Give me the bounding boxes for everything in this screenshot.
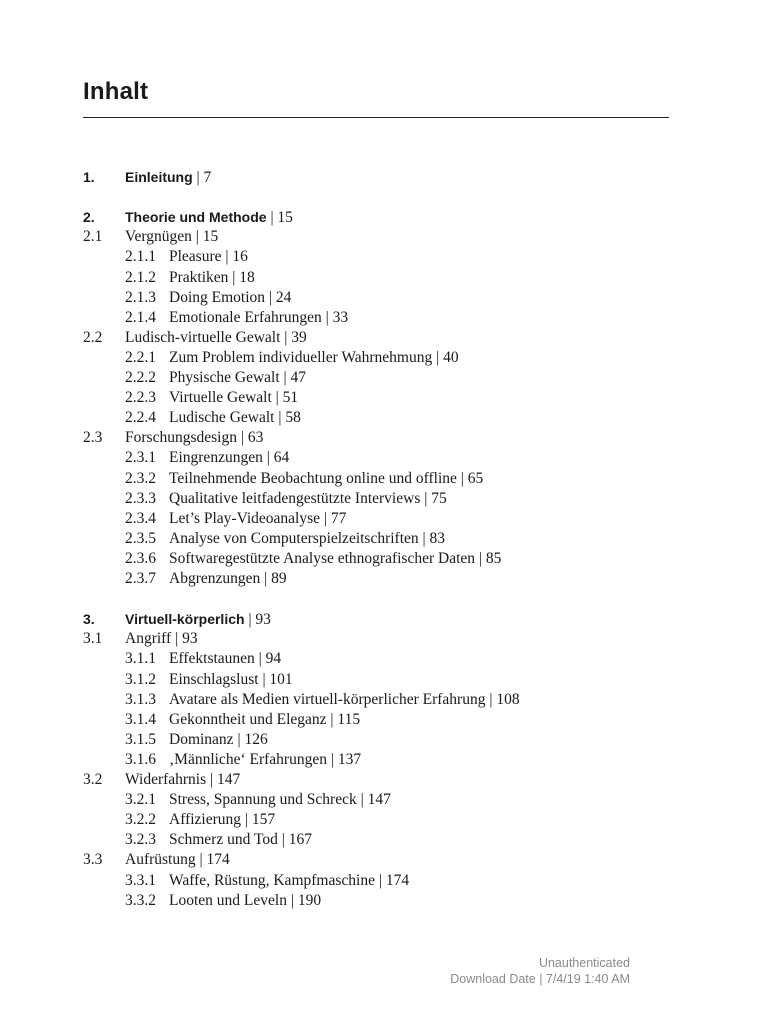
toc-entry-text	[169, 790, 391, 810]
toc-entry-text	[169, 830, 312, 850]
toc-separator: |	[280, 328, 292, 346]
toc-entry-page: 108	[496, 690, 520, 708]
toc-separator: |	[258, 670, 270, 688]
toc-entry-title: ‚Männliche‘ Erfahrungen	[169, 750, 327, 768]
toc-separator: |	[266, 209, 278, 227]
toc-separator: |	[475, 549, 486, 567]
toc-entry-title: Forschungsdesign	[125, 429, 237, 447]
toc-separator: |	[260, 570, 272, 587]
toc-entry-text	[125, 227, 218, 247]
toc-entry-title: Ludische Gewalt	[169, 409, 275, 427]
toc-entry-page: 137	[337, 750, 362, 768]
toc-entry-text	[169, 408, 301, 428]
toc-separator: |	[171, 630, 183, 648]
toc-entry-number: 3.1.1	[125, 650, 156, 668]
toc-entry-page: 115	[337, 710, 361, 728]
toc-separator: |	[244, 611, 256, 629]
toc-entry-number: 3.3	[83, 851, 103, 869]
toc-entry-text	[125, 850, 230, 870]
toc-entry-text	[169, 308, 348, 328]
toc-entry-text	[125, 609, 271, 630]
toc-separator: |	[236, 429, 248, 447]
toc-separator: |	[271, 389, 283, 407]
toc-entry-page: 147	[367, 791, 391, 809]
toc-separator: |	[374, 871, 386, 889]
toc-separator: |	[192, 169, 204, 186]
toc-entry-page: 51	[282, 389, 299, 407]
toc-entry-page: 47	[290, 369, 306, 386]
toc-entry-title: Teilnehmende Beobachtung online und offline	[169, 469, 457, 487]
toc-entry-page: 39	[291, 328, 307, 346]
toc-separator: |	[195, 851, 207, 869]
toc-entry-title: Qualitative leitfadengestützte Interviews	[169, 489, 421, 507]
toc-entry-number: 2.3.7	[125, 570, 156, 587]
download-date: Download Date | 7/4/19 1:40 AM	[450, 972, 630, 986]
toc-entry-title: Virtuell-körperlich	[125, 611, 245, 628]
toc-entry-text	[169, 268, 255, 288]
toc-entry-text	[125, 207, 293, 228]
toc-entry-number: 3.3.2	[125, 891, 156, 909]
toc-entry-number: 2.2.1	[125, 348, 156, 366]
toc-separator: |	[356, 791, 368, 809]
toc-entry-title: Virtuelle Gewalt	[169, 389, 272, 407]
toc-entry-title: Einleitung	[125, 169, 193, 185]
toc-entry-number: 2.1.3	[125, 288, 156, 306]
toc-separator: |	[326, 710, 338, 728]
toc-entry-title: Stress, Spannung und Schreck	[169, 791, 357, 809]
title-divider	[83, 117, 669, 118]
toc-entry-page: 83	[429, 529, 446, 547]
toc-entry-number: 2.1.4	[125, 308, 156, 326]
toc-separator: |	[262, 449, 274, 467]
toc-separator: |	[321, 308, 333, 326]
toc-separator: |	[254, 650, 266, 668]
page-title: Inhalt	[83, 78, 149, 105]
toc-entry-title: Aufrüstung	[125, 851, 196, 869]
toc-entry-text	[169, 690, 520, 710]
toc-entry-text	[169, 730, 268, 750]
toc-entry-title: Widerfahrnis	[125, 771, 207, 788]
toc-entry-number: 2.2.3	[125, 389, 156, 407]
toc-entry-number: 2.	[83, 209, 95, 226]
toc-entry-title: Waffe, Rüstung, Kampfmaschine	[169, 871, 375, 889]
toc-separator: |	[320, 509, 331, 527]
toc-entry-number: 3.1	[83, 630, 103, 648]
toc-entry-number: 2.3	[83, 429, 103, 447]
toc-entry-text	[169, 368, 306, 388]
toc-entry-number: 3.2.3	[125, 831, 156, 849]
toc-entry-title: Einschlagslust	[169, 670, 259, 688]
toc-entry-number: 2.3.6	[125, 549, 156, 567]
toc-entry-number: 3.2.1	[125, 791, 156, 809]
toc-entry-page: 40	[443, 348, 459, 366]
toc-entry-number: 3.3.1	[125, 871, 156, 889]
toc-entry-number: 3.1.4	[125, 710, 156, 728]
toc-entry-text	[169, 649, 281, 669]
toc-entry-page: 65	[467, 469, 484, 487]
toc-separator: |	[420, 489, 432, 507]
toc-separator: |	[274, 409, 286, 427]
toc-entry-number: 3.1.5	[125, 730, 156, 748]
toc-entry-number: 2.3.4	[125, 509, 156, 527]
toc-entry-title: Vergnügen	[125, 228, 192, 246]
toc-entry-page: 58	[285, 409, 301, 427]
toc-entry-text	[125, 629, 198, 649]
toc-separator: |	[418, 529, 430, 547]
toc-entry-title: Physische Gewalt	[169, 369, 280, 386]
toc-entry-number: 3.	[83, 611, 95, 628]
toc-entry-title: Emotionale Erfahrungen	[169, 308, 322, 326]
toc-separator: |	[279, 369, 291, 386]
toc-separator: |	[485, 690, 497, 708]
toc-entry-text	[169, 388, 298, 408]
toc-entry-number: 3.1.2	[125, 670, 156, 688]
toc-separator: |	[233, 730, 245, 748]
toc-separator: |	[221, 248, 233, 266]
toc-entry-title: Looten und Leveln	[169, 891, 287, 909]
toc-entry-number: 2.2	[83, 328, 103, 346]
toc-entry-number: 2.1	[83, 228, 103, 246]
toc-entry-page: 75	[431, 489, 447, 507]
toc-entry-title: Eingrenzungen	[169, 449, 263, 467]
toc-entry-page: 85	[485, 549, 502, 567]
download-footer	[450, 955, 630, 987]
toc-entry-page: 147	[217, 771, 241, 788]
toc-entry-text	[169, 469, 483, 489]
toc-entry-text	[169, 670, 293, 690]
toc-entry-title: Schmerz und Tod	[169, 831, 278, 849]
toc-entry-number: 2.2.4	[125, 409, 156, 427]
toc-entry-title: Zum Problem individueller Wahrnehmung	[169, 348, 433, 366]
toc-entry-text	[125, 328, 307, 348]
toc-entry-text	[169, 750, 361, 770]
toc-entry-title: Avatare als Medien virtuell-körperlicher Erfahrung	[169, 690, 486, 708]
toc-entry-page: 15	[202, 228, 219, 246]
toc-entry-number: 3.2.2	[125, 811, 156, 829]
toc-separator: |	[286, 891, 298, 909]
toc-entry-number: 1.	[83, 169, 95, 185]
toc-entry-page: 77	[330, 509, 347, 527]
toc-entry-text	[169, 489, 447, 509]
toc-entry-title: Theorie und Methode	[125, 209, 267, 226]
toc-entry-page: 15	[277, 209, 293, 227]
toc-entry-page: 101	[269, 670, 293, 688]
toc-separator: |	[191, 228, 203, 246]
toc-separator: |	[206, 771, 218, 788]
toc-entry-page: 93	[182, 630, 198, 648]
toc-entry-title: Pleasure	[169, 248, 222, 266]
toc-entry-page: 24	[275, 288, 292, 306]
toc-entry-number: 2.1.1	[125, 248, 156, 266]
toc-entry-page: 33	[332, 308, 349, 326]
toc-entry-page: 7	[203, 169, 212, 186]
toc-separator: |	[326, 750, 338, 768]
toc-entry-title: Doing Emotion	[169, 288, 266, 306]
toc-separator: |	[432, 348, 444, 366]
auth-status: Unauthenticated	[538, 956, 630, 970]
toc-entry-title: Effektstaunen	[169, 650, 255, 668]
toc-separator: |	[277, 831, 289, 849]
toc-entry-page: 64	[273, 449, 290, 467]
toc-separator: |	[228, 268, 240, 286]
toc-entry-number: 3.2	[83, 771, 103, 788]
toc-entry-number: 2.3.3	[125, 489, 156, 507]
toc-entry-title: Abgrenzungen	[169, 570, 261, 587]
toc-entry-text	[169, 810, 275, 830]
toc-entry-title: Affizierung	[169, 811, 242, 829]
toc-entry-text	[169, 549, 501, 569]
toc-entry-page: 89	[271, 570, 287, 587]
toc-entry-text	[169, 288, 291, 308]
toc-entry-number: 2.2.2	[125, 369, 156, 386]
toc-entry-page: 167	[288, 831, 312, 849]
toc-entry-text	[169, 529, 445, 549]
toc-entry-page: 174	[385, 871, 410, 889]
toc-entry-text	[169, 509, 346, 529]
toc-separator: |	[241, 811, 252, 829]
toc-entry-page: 63	[247, 429, 264, 447]
toc-entry-text	[169, 891, 321, 911]
toc-entry-title: Softwaregestützte Analyse ethnografischer Daten	[169, 549, 476, 567]
toc-entry-text	[169, 871, 409, 891]
toc-entry-text	[125, 770, 240, 790]
toc-separator: |	[265, 288, 276, 306]
toc-entry-title: Gekonntheit und Eleganz	[169, 710, 327, 728]
toc-entry-page: 174	[206, 851, 230, 869]
toc-entry-page: 18	[239, 268, 255, 286]
toc-entry-text	[169, 569, 287, 589]
toc-entry-title: Let’s Play-Videoanalyse	[169, 509, 321, 527]
toc-entry-title: Angriff	[125, 630, 172, 648]
toc-entry-title: Praktiken	[169, 268, 229, 286]
toc-entry-page: 16	[232, 248, 248, 266]
toc-entry-title: Dominanz	[169, 730, 234, 748]
toc-entry-text	[125, 428, 263, 448]
toc-entry-text	[125, 167, 211, 188]
toc-entry-title: Analyse von Computerspielzeitschriften	[169, 529, 419, 547]
toc-entry-number: 2.3.1	[125, 449, 156, 467]
toc-entry-page: 94	[265, 650, 282, 668]
toc-entry-text	[169, 710, 360, 730]
toc-entry-text	[169, 448, 289, 468]
toc-entry-page: 126	[244, 730, 268, 748]
toc-entry-number: 3.1.3	[125, 690, 156, 708]
toc-entry-number: 3.1.6	[125, 750, 156, 768]
toc-entry-text	[169, 348, 459, 368]
toc-entry-number: 2.3.2	[125, 469, 156, 487]
toc-entry-page: 93	[255, 611, 271, 629]
toc-entry-number: 2.3.5	[125, 529, 156, 547]
toc-entry-number: 2.1.2	[125, 268, 156, 286]
toc-entry-page: 157	[251, 811, 276, 829]
toc-entry-title: Ludisch-virtuelle Gewalt	[125, 328, 281, 346]
toc-entry-text	[169, 247, 248, 267]
toc-entry-page: 190	[297, 891, 322, 909]
toc-separator: |	[456, 469, 468, 487]
